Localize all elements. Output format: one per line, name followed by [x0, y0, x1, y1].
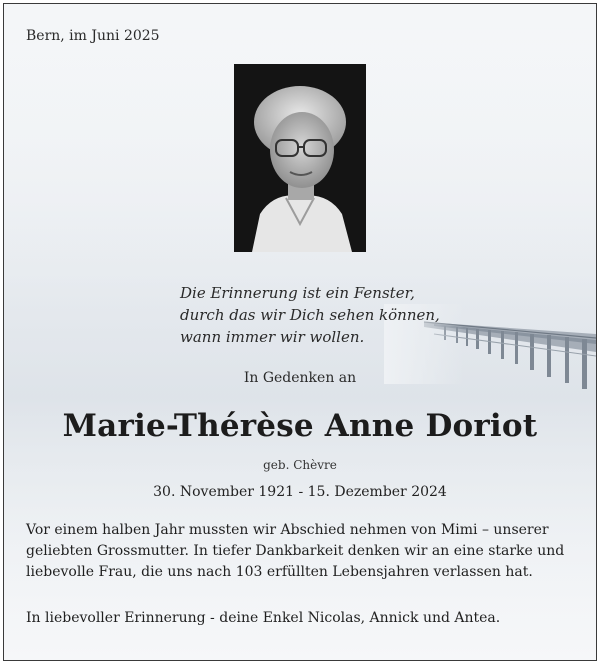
place-and-date: Bern, im Juni 2025 [26, 28, 160, 44]
birth-name: geb. Chèvre [263, 458, 337, 472]
obituary-card [3, 3, 597, 661]
quote-line-2: durch das wir Dich sehen können, [180, 306, 440, 324]
portrait-photo [234, 64, 366, 252]
deceased-name: Marie-Thérèse Anne Doriot [62, 408, 538, 444]
signoff-text: In liebevoller Erinnerung - deine Enkel Nicolas, Annick und Antea. [26, 610, 501, 626]
life-dates: 30. November 1921 - 15. Dezember 2024 [153, 484, 447, 500]
memorial-quote [180, 282, 440, 348]
portrait-image [234, 64, 366, 252]
in-memory-heading: In Gedenken an [243, 370, 357, 386]
quote-line-3: wann immer wir wollen. [180, 328, 365, 346]
message-text: Vor einem halben Jahr mussten wir Abschied nehmen von Mimi – unserer geliebten Grossmutter. In tiefer Dankbarkeit denken wir an eine starke und liebevolle Frau, die uns nach 103 erfüllten Lebensjahren verlassen hat. [26, 522, 565, 580]
quote-line-1: Die Erinnerung ist ein Fenster, [180, 284, 415, 302]
